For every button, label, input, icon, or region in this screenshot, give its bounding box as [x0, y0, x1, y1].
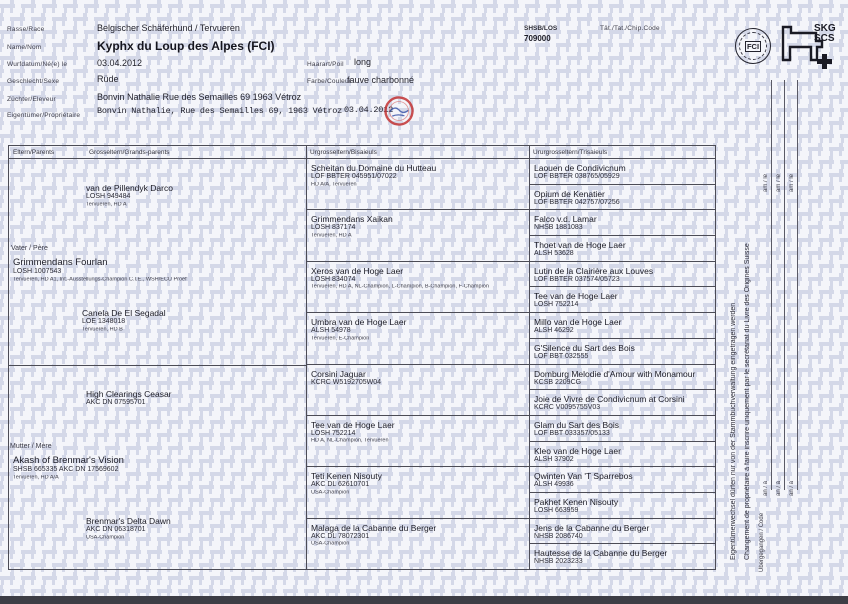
- great-grandparent-entry: Teti Kenen Nisouty AKC DL 62610701 USA-Champion: [306, 467, 529, 518]
- scs-text: SCS: [814, 33, 835, 44]
- col-header-great-great-grandparents: Ururgrosseltern/Trisaieuls: [533, 149, 608, 156]
- approval-stamp-icon: [379, 92, 419, 131]
- great-great-grandparent-entry: G'Silence du Sart des Bois LOF BBT 032555: [529, 339, 716, 365]
- grandparent-entry: High Clearings Ceasar AKC DN 07595701: [86, 389, 172, 406]
- great-great-grandparent-entry: Opium de Kenatier LOF BBTER 042757/07256: [529, 185, 716, 211]
- on-date-label: am / le: [789, 173, 795, 192]
- scan-edge-bar: [0, 596, 848, 604]
- label-chip-code: Tät./Tat./Chip.Code: [600, 25, 660, 32]
- col-header-parents: Eltern/Parents: [13, 149, 55, 156]
- great-great-grandparent-entry: Millo van de Hoge Laer ALSH 46292: [529, 313, 716, 339]
- grandparent-entry: van de Pillendyk Darco LOSH 949484 Tervueren, HD A: [86, 183, 173, 208]
- value-owner: Bonvin Nathalie, Rue des Semailles 69, 1963 Vétroz: [97, 106, 343, 116]
- great-grandparent-entry: Tee van de Hoge Laer LOSH 752214 HD A, NL-Champion, Tervueren: [306, 416, 529, 467]
- great-grandparent-entry: Xeros van de Hoge Laer LOSH 834074 Tervueren, HD A, NL-Champion, L-Champion, B-Champion, F-Champion: [306, 262, 529, 313]
- col-header-grandparents: Grosseltern/Grands-parents: [89, 149, 170, 156]
- pedigree-table: [8, 145, 716, 570]
- value-breeder: Bonvin Nathalie Rue des Semailles 69 1963 Vétroz: [97, 92, 302, 102]
- great-grandparent-entry: Scheitan du Domaine du Hutteau LOF BBTER 045951/07022 HD A/A, Tervueren: [306, 159, 529, 210]
- grandparent-entry: Canela De El Segadal LOE 1348018 Tervueren, HD B: [82, 308, 166, 333]
- great-great-grandparent-entry: Laouen de Condivicnum LOF BBTER 038765/05929: [529, 159, 716, 185]
- value-color: fauve charbonné: [347, 75, 415, 85]
- great-grandparent-entry: Umbra van de Hoge Laer ALSH 54978 Tervueren, E-Champion: [306, 313, 529, 364]
- mother-entry: Akash of Brenmar's Vision SHSB 665335 AKC DN 17569602 Tervueren, HD A/A: [13, 455, 124, 481]
- father-label: Vater / Père: [11, 245, 48, 252]
- father-entry: Grimmendans Fourlan LOSH 1007543 Tervueren, HD A1, Int.-Ausstellungs-Champion C.I.E., WSH/ECU Proef: [13, 257, 187, 283]
- to-label: an / à: [776, 480, 782, 496]
- great-great-grandparent-entry: Tee van de Hoge Laer LOSH 752214: [529, 287, 716, 313]
- transfer-line-2: [784, 80, 785, 490]
- great-great-grandparent-entry: Thoet van de Hoge Laer ALSH 53628: [529, 236, 716, 262]
- label-name: Name/Nom: [7, 44, 42, 51]
- great-grandparents-column: [306, 159, 529, 569]
- to-label: an / à: [763, 480, 769, 496]
- mother-label: Mutter / Mère: [10, 443, 52, 450]
- on-date-label: am / le: [763, 173, 769, 192]
- studbook-number: 709000: [524, 34, 551, 43]
- skg-scs-logo: [774, 20, 836, 72]
- great-great-grandparent-entry: Glam du Sart des Bois LOF BBT 033357/05133: [529, 416, 716, 442]
- value-breed: Belgischer Schäferhund / Tervueren: [97, 23, 240, 33]
- label-owner: Eigentümer/Propriétaire: [7, 112, 81, 119]
- great-great-grandparent-entry: Hautesse de la Cabanne du Berger NHSB 2023233: [534, 548, 668, 566]
- dog-name-title: Kyphx du Loup des Alpes (FCI): [97, 39, 275, 53]
- great-great-grandparent-entry: Joie de Vivre de Condivicnum at Corsini KCRC V0095755V03: [529, 390, 716, 416]
- label-sex: Geschlecht/Sexe: [7, 78, 60, 85]
- label-birthdate: Wurfdatum/Né(e) le: [7, 61, 68, 68]
- owner-change-notice-german: Eigentümerwechsel dürfen nur von der Stammbuchverwaltung eingetragen werden: [730, 302, 737, 560]
- fci-logo-text: FCI: [746, 41, 760, 51]
- grandparent-entry: Brenmar's Delta Dawn AKC DN 06318701 USA-Champion: [86, 516, 171, 541]
- great-great-grandparents-column: [529, 159, 716, 569]
- great-great-grandparent-entry: Jens de la Cabanne du Berger NHSB 2086740: [529, 519, 716, 545]
- label-coat: Haarart/Poil: [307, 61, 344, 68]
- label-breed: Rasse/Race: [7, 26, 45, 33]
- great-great-grandparent-entry: Pakhet Kenen Nisouty LOSH 663959: [529, 493, 716, 519]
- skg-text: SKG: [814, 23, 836, 34]
- great-great-grandparent-entry: Lutin de la Clairière aux Louves LOF BBTER 037574/05723: [529, 262, 716, 288]
- col-header-great-grandparents: Urgrosseltern/Bisaieuls: [310, 149, 377, 156]
- great-great-grandparent-entry: Qwinten Van 'T Sparrebos ALSH 49936: [529, 467, 716, 493]
- great-great-grandparent-entry: Kleo van de Hoge Laer ALSH 37902: [529, 442, 716, 468]
- transfer-line-1: [771, 80, 772, 490]
- transfer-line-3: [797, 80, 798, 490]
- label-breeder: Züchter/Eleveur: [7, 96, 56, 103]
- label-studbook: SHSB/LOS: [524, 25, 558, 32]
- great-grandparent-entry: Grimmendans Xaikan LOSH 837174 Tervueren, HD A: [306, 210, 529, 261]
- label-color: Farbe/Couleur: [307, 78, 352, 85]
- fci-logo: [735, 28, 771, 64]
- on-date-label: am / le: [776, 173, 782, 192]
- value-coat: long: [354, 57, 372, 67]
- registration-date: 03.04.2012: [344, 105, 394, 115]
- value-birthdate: 03.04.2012: [97, 58, 143, 68]
- great-great-grandparent-entry: Falco v.d. Lamar NHSB 1881083: [529, 210, 716, 236]
- father-mother-divider: [9, 365, 306, 366]
- owner-change-notice-french: Changement de propriétaire à faire inscrire uniquement par le secrétariat du Livre des Origines Suisse: [744, 243, 751, 560]
- great-grandparent-entry: Corsini Jaguar KCRC W5192705W04: [306, 365, 529, 416]
- great-grandparent-entry: Malaga de la Cabanne du Berger AKC DL 78072301 USA-Champion: [311, 522, 437, 547]
- value-sex: Rüde: [97, 74, 119, 84]
- transfer-label: Übergegangen / Code: [759, 512, 765, 572]
- swiss-cross-icon: [817, 54, 832, 69]
- to-label: an / à: [789, 480, 795, 496]
- great-great-grandparent-entry: Domburg Melodie d'Amour with Monamour KCSB 2209CG: [529, 365, 716, 391]
